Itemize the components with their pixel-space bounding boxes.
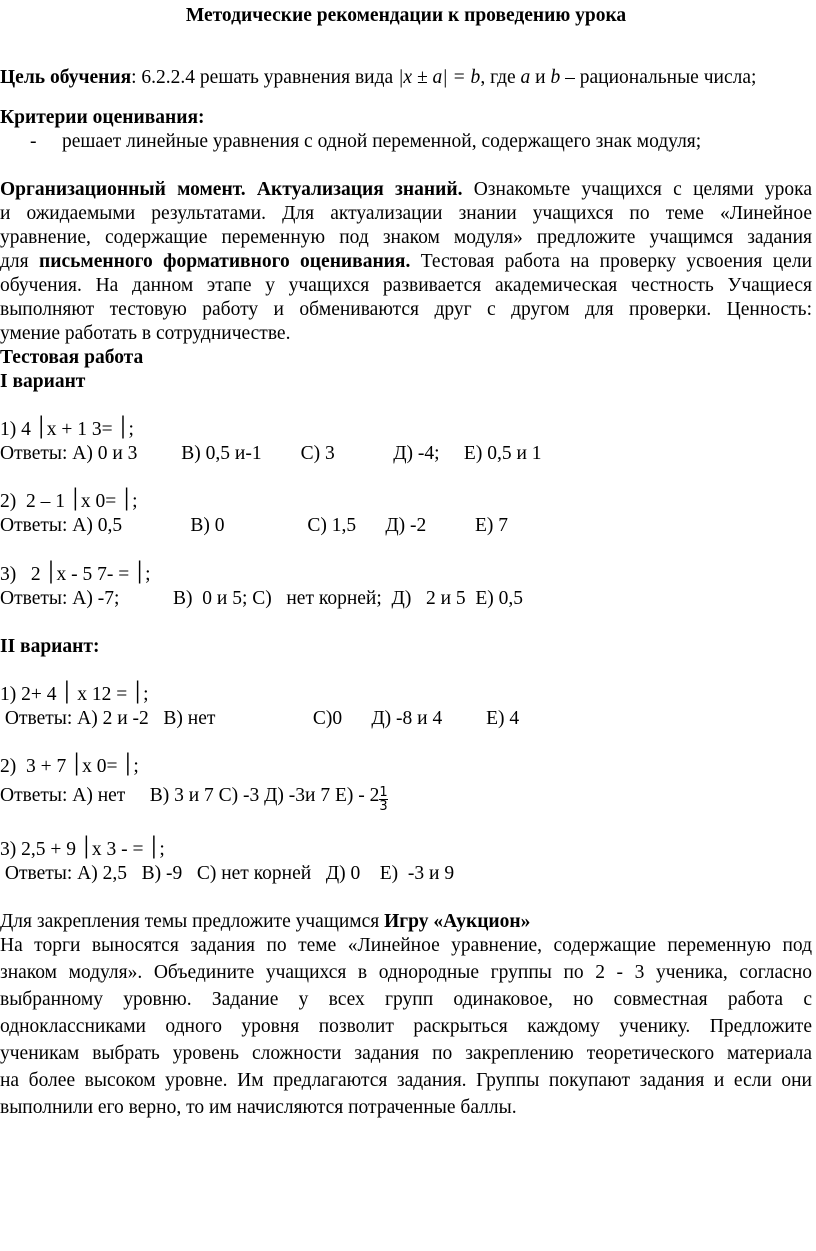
v1-task-3-answers: Ответы: А) -7; В) 0 и 5; С) нет корней; Д) 2 и 5 Е) 0,5 <box>0 588 524 609</box>
page-title: Методические рекомендации к проведению урока <box>185 5 627 26</box>
org-line-1 <box>0 178 812 202</box>
v2-task-2-question: 2) ׀ 7 + 3x ׀ =0; <box>0 756 139 777</box>
game-line-3: выбранному уровню. Задание у всех групп одинаковое, но совместная работа с <box>0 989 812 1010</box>
fraction-denominator: 3 <box>379 799 388 814</box>
variant1-title-text: I вариант <box>0 371 86 392</box>
variant2-title-text: II вариант: <box>0 636 100 657</box>
game-line-1: На торги выносятся задания по теме «Линейное уравнение, содержащие переменную под <box>0 935 812 956</box>
org-line-6: выполняют тестовую работу и обмениваются друг с другом для проверки. Ценность: <box>0 299 812 320</box>
goal-line <box>0 66 812 90</box>
game-line-5: ученикам выбрать уровень сложности задания по закреплению теоретического материала <box>0 1043 812 1064</box>
goal-tail: – рациональные числа; <box>560 67 757 88</box>
org-l4-a: для <box>0 251 39 272</box>
criteria-item: решает линейные уравнения с одной переменной, содержащего знак модуля; <box>62 131 702 152</box>
game-line-6: на более высоком уровне. Им предлагаются задания. Группы покупают задания и если они <box>0 1070 812 1091</box>
v2-task-3-answers: Ответы: А) 2,5 В) -9 С) нет корней Д) 0 Е) -3 и 9 <box>0 863 455 884</box>
org-line-2: и ожидаемыми результатами. Для актуализации знании учащихся по теме «Линейное <box>0 203 812 224</box>
fraction-one-third <box>379 786 387 813</box>
org-label: Организационный момент. Актуализация знаний. <box>0 179 463 200</box>
v1-task-3-question: 3) ׀ 2x - 5 ׀ = -7; <box>0 564 151 585</box>
test-title <box>0 346 812 370</box>
v1-task-2-question: 2) ׀ 1 – 2x ׀ =0; <box>0 491 138 512</box>
v1-task-2-answers: Ответы: А) 0,5 В) 0 С) 1,5 Д) -2 Е) 7 <box>0 515 509 536</box>
game-line-4: одноклассниками одного уровня позволит раскрыться каждому ученику. Предложите <box>0 1016 812 1037</box>
game-intro <box>0 910 812 934</box>
v2-task-2-answers <box>0 784 812 813</box>
goal-and: и <box>530 67 551 88</box>
game-line-2: знаком модуля». Объедините учащихся в однородные группы по 2 - 3 ученика, согласно <box>0 962 812 983</box>
org-l1-rest: Ознакомьте учащихся с целями урока <box>462 179 812 200</box>
criteria-dash: - <box>30 131 37 152</box>
goal-var-a: a <box>520 67 531 88</box>
goal-mid: , где <box>480 67 521 88</box>
fraction-numerator: 1 <box>379 785 388 800</box>
test-title-text: Тестовая работа <box>0 347 144 368</box>
v2-task-3-question: 3) ׀ 9 + 2,5x ׀ = - 3; <box>0 839 165 860</box>
variant2-title <box>0 635 812 659</box>
org-line-4 <box>0 250 812 274</box>
game-line-7: выполнили его верно, то им начисляются потраченные баллы. <box>0 1097 517 1118</box>
v2-task-2-answers-text: Ответы: А) нет В) 3 и 7 С) -3 Д) -3и 7 Е) - 2 <box>0 785 380 806</box>
goal-label: Цель обучения <box>0 67 132 88</box>
org-line-5: обучения. На данном этапе у учащихся развивается академическая честность Учащиеся <box>0 275 812 296</box>
game-intro-text: Для закрепления темы предложите учащимся <box>0 911 385 932</box>
v2-task-1-answers: Ответы: А) 2 и -2 В) нет С)0 Д) -8 и 4 Е) 4 <box>0 708 520 729</box>
v1-task-1-question: 1) ׀ 4x + 1 ׀ =3; <box>0 419 134 440</box>
goal-var-b: b <box>550 67 561 88</box>
variant1-title <box>0 370 812 394</box>
org-line-7: умение работать в сотрудничестве. <box>0 323 291 344</box>
org-l4-b: Тестовая работа на проверку усвоения цели <box>410 251 813 272</box>
goal-code: : 6.2.2.4 решать уравнения вида <box>131 67 399 88</box>
org-line-3: уравнение, содержащие переменную под знаком модуля» предложите учащимся задания <box>0 227 812 248</box>
v1-task-1-answers: Ответы: А) 0 и 3 В) 0,5 и-1 С) 3 Д) -4; Е) 0,5 и 1 <box>0 443 542 464</box>
criteria-label: Критерии оценивания: <box>0 107 205 128</box>
org-l4-bold: письменного формативного оценивания. <box>38 251 411 272</box>
v2-task-1-question: 1) ׀ 4 +2 x ׀ = 12; <box>0 684 149 705</box>
game-title: Игру «Аукцион» <box>384 911 531 932</box>
goal-equation: |x ± a| = b <box>398 67 481 88</box>
criteria-heading <box>0 106 812 130</box>
